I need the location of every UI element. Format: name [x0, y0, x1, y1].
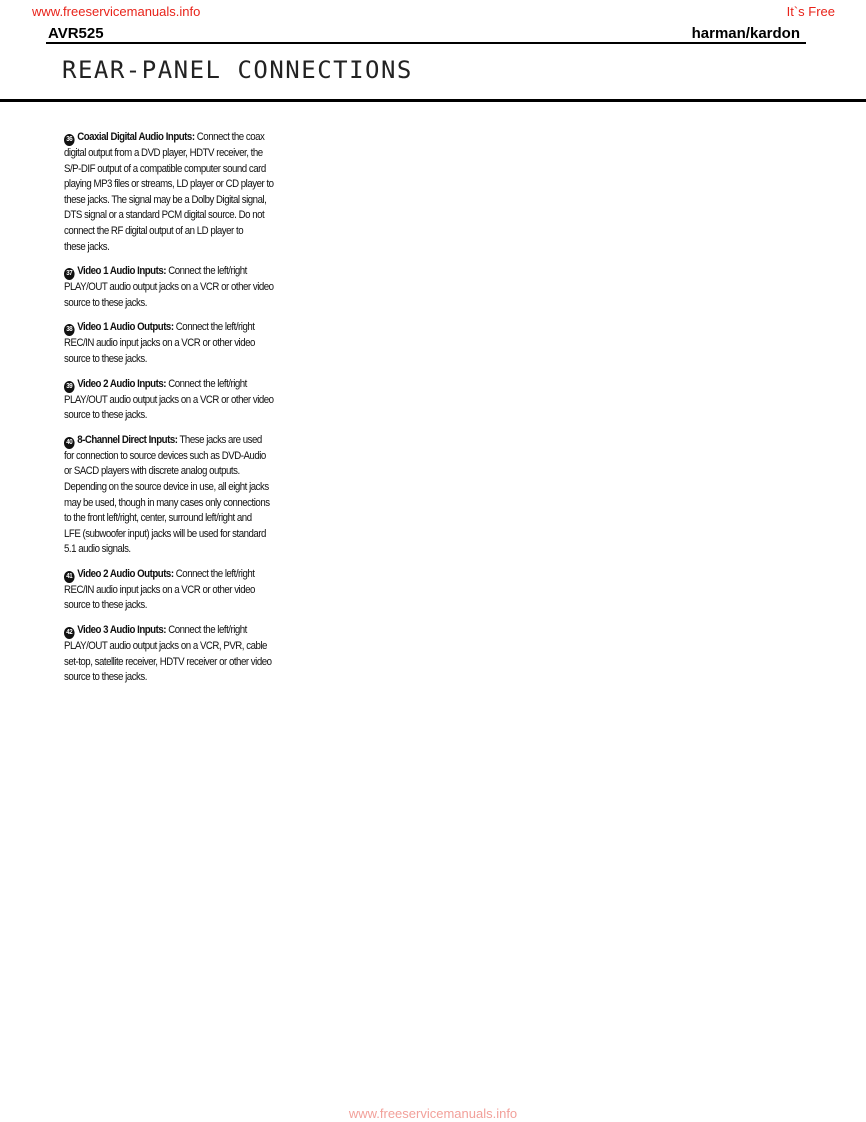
entry-text-line: REC/IN audio input jacks on a VCR or other video: [64, 337, 255, 350]
entry-text-line: S/P-DIF output of a compatible computer sound card: [64, 162, 266, 175]
number-badge-icon: 39: [64, 381, 75, 393]
entry-heading: Coaxial Digital Audio Inputs:: [77, 131, 195, 143]
entry-first-line: [64, 130, 275, 146]
entry-first-line: [64, 567, 275, 583]
entry-text-line: these jacks. The signal may be a Dolby Digital signal,: [64, 193, 267, 206]
entry-text-line: digital output from a DVD player, HDTV receiver, the: [64, 147, 263, 159]
entry-text: These jacks are used: [179, 433, 262, 446]
entry-heading: Video 2 Audio Inputs:: [77, 377, 166, 390]
entry-text-line: PLAY/OUT audio output jacks on a VCR or other video: [64, 281, 274, 294]
site-link-top[interactable]: www.freeservicemanuals.info: [32, 4, 201, 19]
site-link-footer[interactable]: www.freeservicemanuals.info: [348, 1106, 518, 1121]
entry-text-line: REC/IN audio input jacks on a VCR or other video: [64, 583, 255, 596]
entry-text-line: Depending on the source device in use, all eight jacks: [64, 480, 269, 493]
number-badge-icon: 40: [64, 437, 75, 449]
entry-text-line: PLAY/OUT audio output jacks on a VCR, PVR, cable: [64, 640, 267, 653]
model-name: AVR525: [48, 25, 104, 42]
entry-text-line: may be used, though in many cases only connections: [64, 496, 270, 509]
entry-text-line: PLAY/OUT audio output jacks on a VCR or other video: [64, 393, 274, 406]
entry-heading: Video 1 Audio Inputs:: [77, 265, 166, 278]
brand-name: harman/kardon: [691, 25, 800, 42]
entry-text-line: source to these jacks.: [64, 671, 147, 684]
entry-text-line: to the front left/right, center, surround left/right and: [64, 512, 252, 525]
entry-heading: Video 3 Audio Inputs:: [77, 624, 166, 637]
entry-text: Connect the left/right: [168, 377, 247, 390]
entry-first-line: [64, 623, 275, 639]
entry-8-channel-direct-inputs: [64, 433, 304, 558]
entry-text-line: source to these jacks.: [64, 352, 147, 365]
entry-text-line: source to these jacks.: [64, 296, 147, 309]
free-notice: It`s Free: [786, 4, 835, 19]
number-badge-icon: 37: [64, 268, 75, 280]
entry-text-line: source to these jacks.: [64, 409, 147, 422]
entry-text: Connect the left/right: [175, 321, 255, 334]
entry-text-line: set-top, satellite receiver, HDTV receiver or other video: [64, 655, 272, 668]
entry-video3-audio-inputs: [64, 623, 304, 686]
entry-video1-audio-inputs: [64, 264, 304, 311]
entry-text-line: DTS signal or a standard PCM digital source. Do not: [64, 209, 265, 222]
entry-text-line: LFE (subwoofer input) jacks will be used for standard: [64, 527, 266, 540]
entry-heading: Video 2 Audio Outputs:: [77, 567, 174, 580]
entry-text-line: for connection to source devices such as DVD-Audio: [64, 449, 266, 462]
entry-text-line: source to these jacks.: [64, 599, 147, 612]
number-badge-icon: 41: [64, 571, 75, 583]
title-divider: [0, 99, 866, 102]
entry-video2-audio-outputs: [64, 567, 304, 614]
entry-text: Connect the left/right: [168, 265, 247, 278]
entry-text: Connect the left/right: [168, 624, 247, 637]
number-badge-icon: 38: [64, 324, 75, 336]
entry-video2-audio-inputs: [64, 377, 304, 424]
entry-video1-audio-outputs: [64, 320, 304, 367]
entry-first-line: [64, 433, 275, 449]
entry-coaxial-digital-audio-inputs: [64, 130, 304, 255]
entry-text-line: connect the RF digital output of an LD player to: [64, 224, 244, 237]
connection-descriptions: [64, 130, 304, 695]
entry-text: Connect the coax: [196, 131, 265, 143]
page-title: REAR-PANEL CONNECTIONS: [62, 56, 413, 84]
entry-first-line: [64, 320, 275, 336]
entry-text-line: 5.1 audio signals.: [64, 543, 131, 556]
entry-text-line: these jacks.: [64, 240, 110, 253]
entry-text-line: or SACD players with discrete analog outputs.: [64, 465, 240, 478]
entry-heading: Video 1 Audio Outputs:: [77, 321, 174, 334]
entry-text-line: playing MP3 files or streams, LD player or CD player to: [64, 178, 274, 191]
number-badge-icon: 36: [64, 134, 75, 146]
entry-first-line: [64, 264, 275, 280]
entry-heading: 8-Channel Direct Inputs:: [77, 433, 178, 446]
entry-first-line: [64, 377, 275, 393]
number-badge-icon: 42: [64, 627, 75, 639]
header-divider: [46, 42, 806, 44]
entry-text: Connect the left/right: [175, 567, 255, 580]
